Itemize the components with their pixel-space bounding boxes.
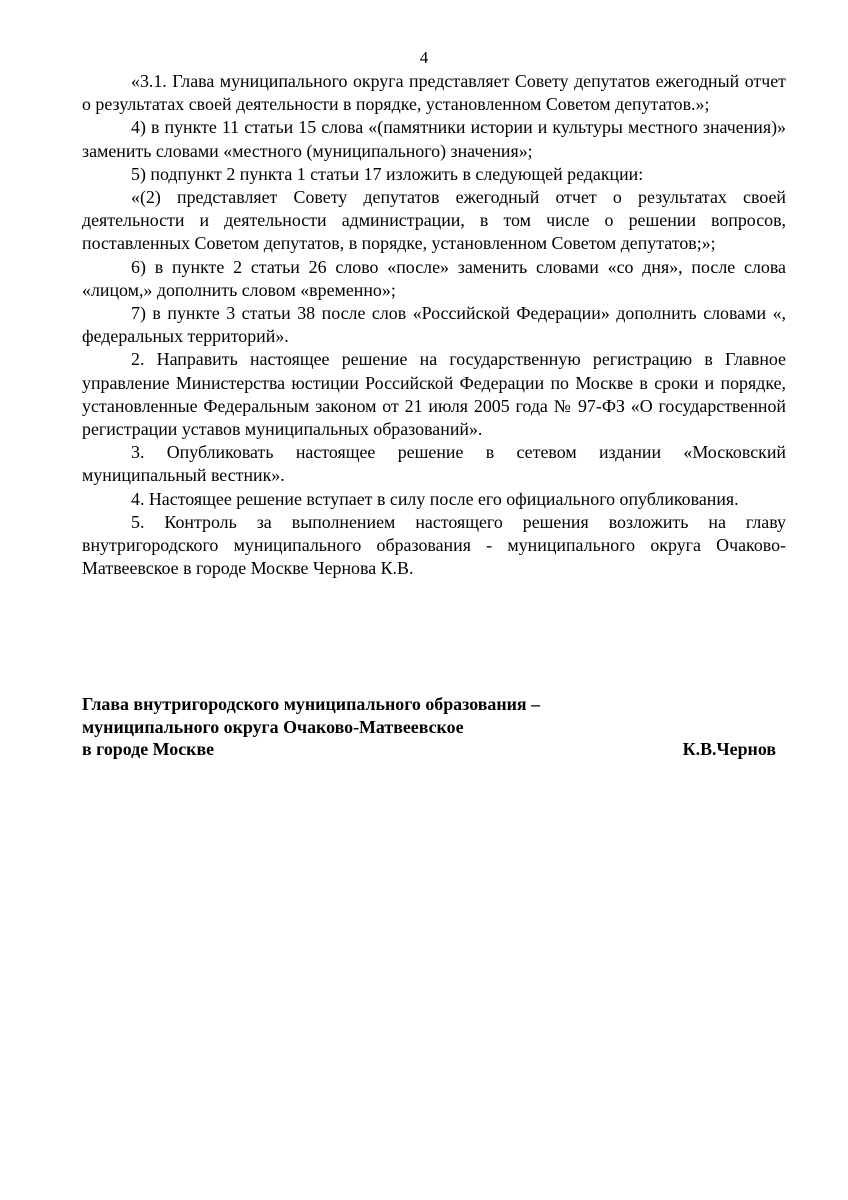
page-number: 4: [419, 48, 429, 67]
signature-title-line-1: Глава внутригородского муниципального образования –: [82, 694, 541, 714]
paragraph-clause-2: 2. Направить настоящее решение на государственную регистрацию в Главное управление Министерства юстиции Российской Федерации по Москве в сроки и порядке, установленные Федеральным законом от 21 июля 2005 года № 97-ФЗ «О государственной регистрации уставов муниципальных образований».: [82, 349, 786, 440]
signatory-name: К.В.Чернов: [682, 739, 776, 759]
paragraph-item-5: 5) подпункт 2 пункта 1 статьи 17 изложить в следующей редакции:: [131, 163, 644, 184]
paragraph-new-wording: «(2) представляет Совету депутатов ежегодный отчет о результатах своей деятельности и деятельности администрации, в том числе о решении вопросов, поставленных Советом депутатов, в порядке, установленном Советом депутатов;»;: [82, 187, 786, 254]
document-body: [82, 70, 786, 580]
signature-title-line-3: в городе Москве: [82, 739, 215, 759]
paragraph-clause-5: 5. Контроль за выполнением настоящего решения возложить на главу внутригородского муниципального образования - муниципального округа Очаково-Матвеевское в городе Москве Чернова К.В.: [82, 511, 786, 579]
paragraph-clause-4: 4. Настоящее решение вступает в силу после его официального опубликования.: [131, 488, 739, 509]
paragraph-amendment-3-1: «3.1. Глава муниципального округа представляет Совету депутатов ежегодный отчет о результатах своей деятельности в порядке, установленном Советом депутатов.»;: [82, 71, 786, 115]
paragraph-clause-3: 3. Опубликовать настоящее решение в сетевом издании «Московский муниципальный вестник».: [82, 442, 786, 486]
signature-last-line: [82, 738, 776, 761]
signature-title-line-2: муниципального округа Очаково-Матвеевское: [82, 716, 464, 737]
paragraph-item-6: 6) в пункте 2 статьи 26 слово «после» заменить словами «со дня», после слова «лицом,» дополнить словом «временно»;: [82, 256, 786, 300]
signature-block: [82, 693, 776, 761]
paragraph-item-7: 7) в пункте 3 статьи 38 после слов «Российской Федерации» дополнить словами «, федеральных территорий».: [82, 303, 786, 347]
paragraph-item-4: 4) в пункте 11 статьи 15 слова «(памятники истории и культуры местного значения)» заменить словами «местного (муниципального) значения»;: [82, 117, 786, 161]
